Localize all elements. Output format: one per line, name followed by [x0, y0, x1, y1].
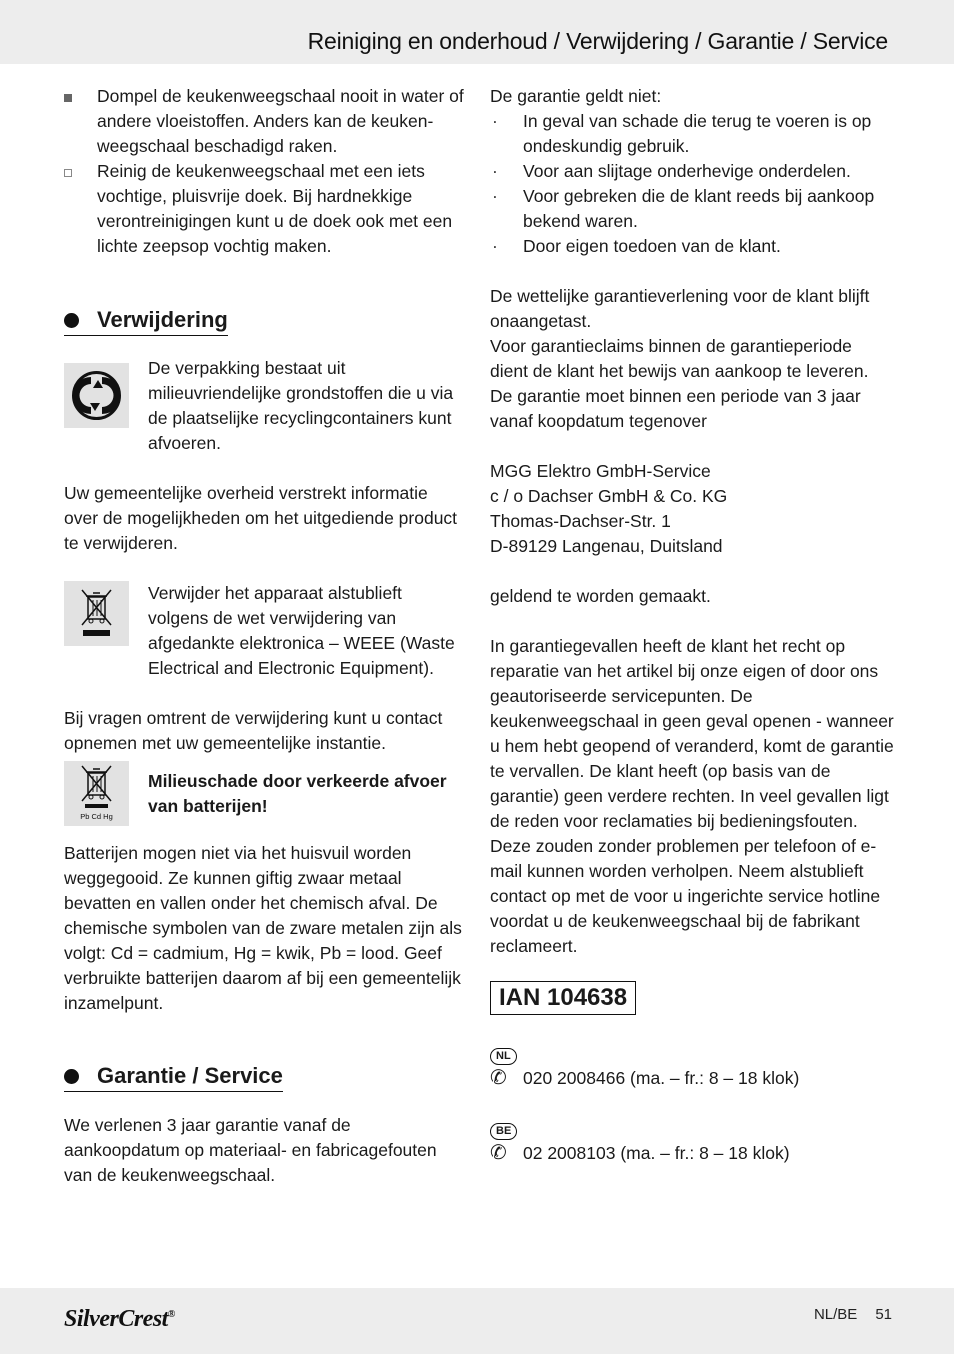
warranty-text: We verlenen 3 jaar garantie vanaf de aankoopdatum op materiaal- en fabricagefouten van de keukenweegschaal.: [64, 1115, 437, 1185]
page-title: Reiniging en onderhoud / Verwijdering / Garantie / Service: [307, 28, 888, 54]
address-line: D-89129 Langenau, Duitsland: [490, 536, 723, 556]
list-item-text: Door eigen toedoen van de klant.: [523, 236, 781, 256]
be-phone-row: [490, 1141, 894, 1166]
bullet-item: [64, 159, 464, 259]
address-line: c / o Dachser GmbH & Co. KG: [490, 486, 728, 506]
heading-label: Garantie / Service: [97, 1063, 283, 1088]
battery-warning: Milieuschade door verkeerde afvoer van batterijen!: [148, 771, 447, 816]
recycling-green-dot-icon: [64, 363, 129, 428]
list-item-text: In geval van schade die terug te voeren is op ondeskundig gebruik.: [523, 111, 872, 156]
bullet-item: [64, 84, 464, 159]
registered-mark: ®: [167, 1309, 175, 1320]
nl-flag-row: [490, 1041, 894, 1066]
list-item-text: Voor gebreken die de klant reeds bij aankoop bekend waren.: [523, 186, 875, 231]
weee-row: [64, 581, 464, 681]
left-column: [64, 84, 464, 1188]
middle-dot-icon: ·: [492, 161, 498, 181]
be-phone-number: 02 2008103 (ma. – fr.: 8 – 18 klok): [523, 1143, 790, 1163]
phone-icon: ✆: [490, 1142, 507, 1164]
service-address: [490, 459, 894, 559]
claims-text: Voor garantieclaims binnen de garantieperiode dient de klant het bewijs van aankoop te leveren. De garantie moet binnen een periode van 3 jaar vanaf koopdatum tegenover: [490, 336, 869, 431]
battery-row: [64, 761, 464, 827]
heading-label: Verwijdering: [97, 307, 228, 332]
right-column: [490, 84, 894, 1166]
legal-text: De wettelijke garantieverlening voor de klant blijft onaangetast.: [490, 286, 870, 331]
middle-dot-icon: ·: [492, 111, 498, 131]
nl-phone-row: [490, 1066, 894, 1091]
brand-logo: [64, 1306, 175, 1333]
be-country-badge: BE: [490, 1123, 517, 1140]
nl-phone-number: 020 2008466 (ma. – fr.: 8 – 18 klok): [523, 1068, 800, 1088]
brand-name: SilverCrest: [64, 1306, 168, 1332]
list-item: [490, 159, 894, 184]
middle-dot-icon: ·: [492, 236, 498, 256]
hollow-square-bullet-icon: [64, 169, 72, 177]
section-heading-disposal: [64, 306, 228, 336]
contact-text: Bij vragen omtrent de verwijdering kunt u contact opnemen met uw gemeentelijke instantie.: [64, 708, 443, 753]
page-header: [0, 0, 954, 64]
list-item: [490, 234, 894, 259]
middle-dot-icon: ·: [492, 186, 498, 206]
address-line: Thomas-Dachser-Str. 1: [490, 511, 671, 531]
list-item: [490, 184, 894, 234]
crossed-out-bin-battery-icon: [64, 761, 129, 826]
be-flag-row: [490, 1116, 894, 1141]
page-info: [814, 1306, 892, 1323]
ian-number: IAN 104638: [490, 981, 636, 1015]
section-heading-warranty: [64, 1062, 283, 1092]
locale-label: NL/BE: [813, 1306, 858, 1323]
address-line: MGG Elektro GmbH-Service: [490, 461, 711, 481]
heading-dot-icon: [64, 313, 79, 328]
bullet-text: Dompel de keukenweegschaal nooit in water of andere vloeistoffen. Anders kan de keuken-weegschaal beschadigd raken.: [97, 86, 464, 156]
municipal-text: Uw gemeentelijke overheid verstrekt informatie over de mogelijkheden om het uitgediende product te verwijderen.: [64, 483, 458, 553]
list-item: [490, 109, 894, 159]
battery-icon-label: Pb Cd Hg: [80, 812, 113, 821]
crossed-out-bin-icon: [64, 581, 129, 646]
packaging-text: De verpakking bestaat uit milieuvriendelijke grondstoffen die u via de plaatselijke recyclingcontainers kunt afvoeren.: [148, 358, 454, 453]
phone-icon: ✆: [490, 1067, 507, 1089]
heading-dot-icon: [64, 1069, 79, 1084]
page-number: 51: [875, 1306, 892, 1323]
battery-text: Batterijen mogen niet via het huisvuil worden weggegooid. Ze kunnen giftig zwaar metaal bevatten en vallen onder het chemisch afval. De chemische symbolen van de zware metalen zijn als volgt: Cd = cadmium, Hg = kwik, Pb = lood. Geef verbruikte batterijen daarom af bij een gemeentelijk inzamelpunt.: [64, 843, 462, 1013]
not-valid-intro: De garantie geldt niet:: [490, 86, 662, 106]
packaging-row: [64, 356, 464, 456]
claim-end-text: geldend te worden gemaakt.: [490, 586, 711, 606]
repair-text: In garantiegevallen heeft de klant het recht op reparatie van het artikel bij onze eigen of door ons geautoriseerde servicepunten. De keukenweegschaal in geen geval openen - wanneer u hem hebt geopend of veranderd, komt de garantie te vervallen. De klant heeft (op basis van de garantie) geen verdere rechten. In veel gevallen ligt de reden voor reclamaties bij bedieningsfouten. Deze zouden zonder problemen per telefoon of e-mail kunnen worden verholpen. Neem alstublieft contact op met de voor u ingerichte service hotline voordat u de keukenweegschaal bij de fabrikant reclameert.: [490, 636, 894, 956]
bullet-text: Reinig de keukenweegschaal met een iets vochtige, pluisvrije doek. Bij hardnekkige verontreinigingen kunt u de doek ook met een lichte zeepsop vochtig maken.: [97, 161, 453, 256]
weee-text: Verwijder het apparaat alstublieft volgens de wet verwijdering van afgedankte elektronica – WEEE (Waste Electrical and Electronic Equipment).: [148, 583, 455, 678]
list-item-text: Voor aan slijtage onderhevige onderdelen.: [523, 161, 851, 181]
nl-country-badge: NL: [490, 1048, 517, 1065]
square-bullet-icon: [64, 94, 72, 102]
